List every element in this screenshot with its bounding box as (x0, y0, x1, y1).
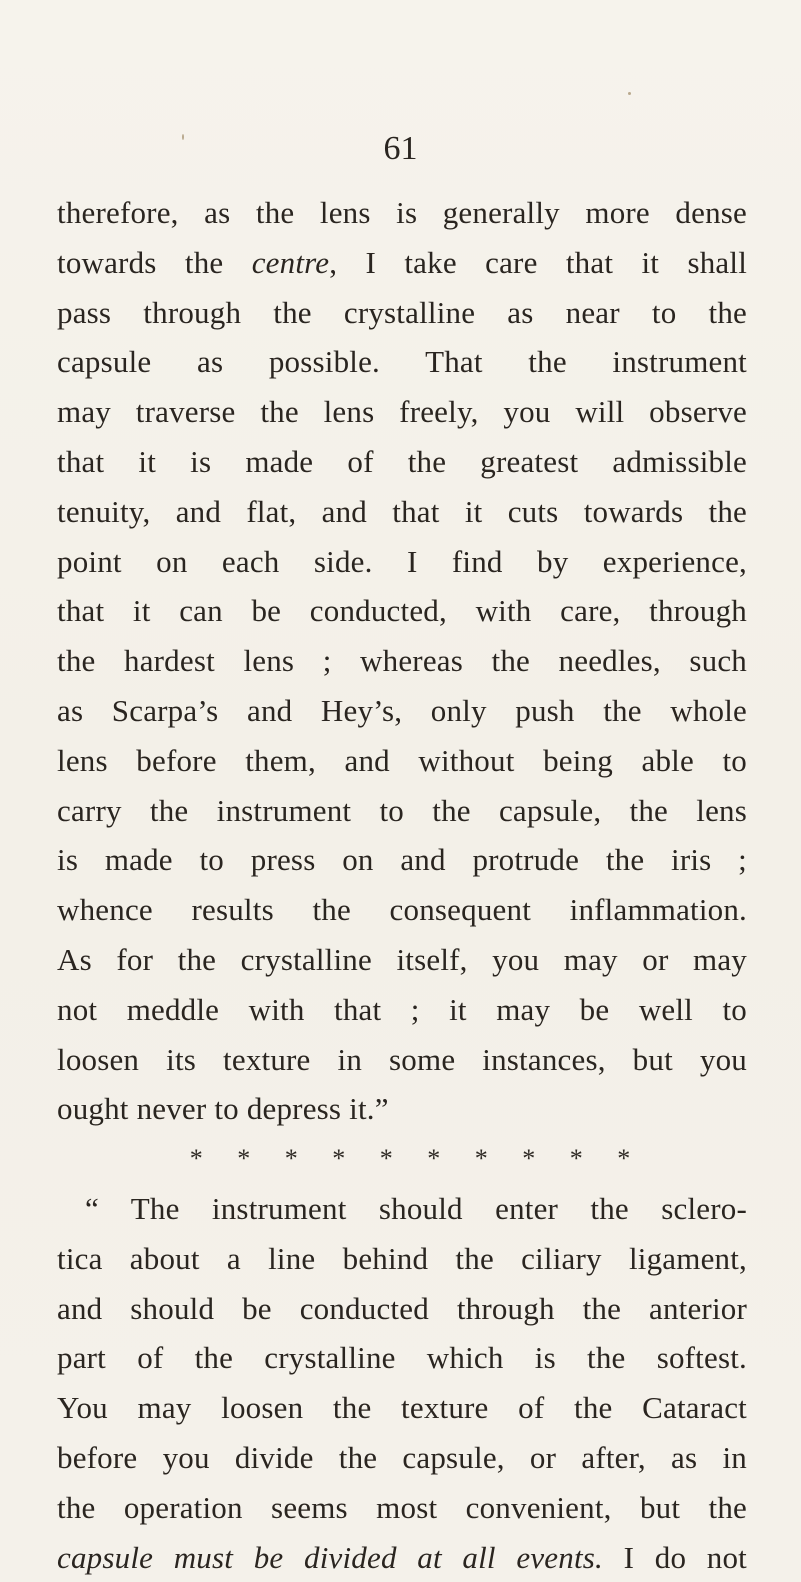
paper-speck (628, 92, 631, 95)
text-line: As for the crystalline itself, you may or may (57, 941, 747, 977)
text-line: “ The instrument should enter the sclero- (85, 1190, 747, 1226)
text-line: the hardest lens ; whereas the needles, such (57, 643, 747, 679)
text-span: towards the (57, 244, 252, 280)
text-line: tica about a line behind the ciliary ligament, (57, 1240, 747, 1276)
text-line: and should be conducted through the anterior (57, 1290, 747, 1326)
text-line: therefore, as the lens is generally more dense (57, 195, 747, 230)
text-line: the operation seems most convenient, but the (57, 1489, 747, 1525)
text-line: capsule as possible. That the instrument (57, 344, 747, 380)
text-span: I do not (602, 1539, 747, 1575)
text-line: tenuity, and flat, and that it cuts towards the (57, 493, 747, 529)
body-text (57, 188, 747, 1582)
text-line: loosen its texture in some instances, but you (57, 1041, 747, 1077)
text-line: You may loosen the texture of the Cataract (57, 1390, 747, 1426)
italic-phrase: capsule must be divided at all events. (57, 1539, 603, 1575)
text-line (57, 1533, 747, 1582)
text-line: lens before them, and without being able to (57, 742, 747, 778)
text-line: ought never to depress it.” (57, 1091, 389, 1127)
section-separator: * * * * * * * * * * (189, 1144, 645, 1174)
text-line: point on each side. I find by experience, (57, 543, 747, 579)
text-line: carry the instrument to the capsule, the lens (57, 792, 747, 828)
text-line: before you divide the capsule, or after, as in (57, 1439, 747, 1475)
text-line (57, 238, 747, 288)
text-line: whence results the consequent inflammation. (57, 892, 747, 928)
text-line: is made to press on and protrude the iris ; (57, 842, 747, 878)
text-line: pass through the crystalline as near to the (57, 294, 747, 330)
text-line: part of the crystalline which is the softest. (57, 1340, 747, 1376)
italic-word: centre (251, 244, 330, 280)
page-number: 61 (383, 130, 418, 167)
text-line: that it can be conducted, with care, through (57, 593, 747, 629)
text-span: , I take care that it shall (329, 244, 748, 280)
text-line: that it is made of the greatest admissible (57, 443, 747, 479)
text-line: as Scarpa’s and Hey’s, only push the whole (57, 692, 747, 728)
text-line: not meddle with that ; it may be well to (57, 991, 747, 1027)
text-line: may traverse the lens freely, you will observe (57, 394, 747, 430)
